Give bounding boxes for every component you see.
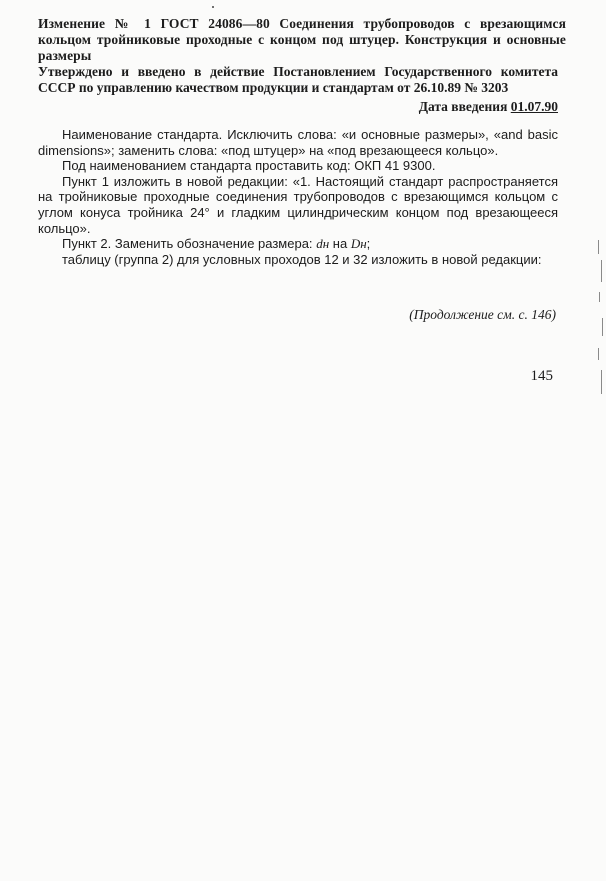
change-notice-title: Изменение № 1 ГОСТ 24086—80 Соединения трубопроводов с врезающимся кольцом тройниковые проходные с концом под штуцер. Конструкция и основные размеры [38,16,566,63]
page-number: 145 [530,368,553,384]
scan-edge-marks [596,230,606,410]
paragraph-item-2 [38,236,558,252]
approval-statement: Утверждено и введено в действие Постановлением Государственного комитета СССР по управлению качеством продукции и стандартам от 26.10.89 № 3203 [38,64,558,95]
introduction-date-value: 01.07.90 [510,99,558,114]
paragraph-title-change: Наименование стандарта. Исключить слова: «и основные размеры», «and basic dimensions»; заменить слова: «под штуцер» на «под врезающееся кольцо». [38,127,558,158]
paragraph-okp-code: Под наименованием стандарта проставить код: ОКП 41 9300. [62,158,436,174]
item-2-prefix: Пункт 2. Заменить обозначение размера: [62,236,313,252]
scan-speck [212,6,214,8]
introduction-date-label: Дата введения [418,99,508,114]
amendment-body [38,127,558,267]
item-2-suffix: ; [366,236,371,252]
item-2-on: на [332,236,348,252]
introduction-date [419,99,558,115]
continuation-note: (Продолжение см. с. 146) [409,307,556,322]
paragraph-table-change: таблицу (группа 2) для условных проходов 12 и 32 изложить в новой редакции: [62,251,542,267]
symbol-D-n: Dн [350,236,367,252]
paragraph-item-1: Пункт 1 изложить в новой редакции: «1. Настоящий стандарт распространяется на тройниковые проходные соединения трубопроводов с врезающимся кольцом с углом конуса тройника 24° и гладким цилиндрическим концом под врезающееся кольцо». [38,173,558,236]
symbol-d-n: dн [316,236,330,252]
